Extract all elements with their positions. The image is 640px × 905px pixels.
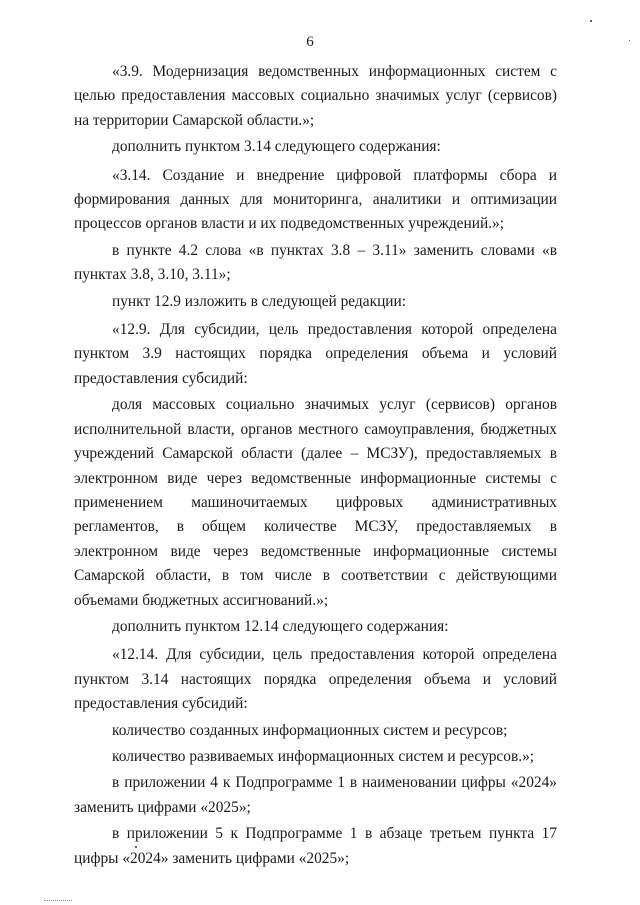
paragraph-3-9: «3.9. Модернизация ведомственных информационных систем с целью предоставления массовых социально значимых услуг (сервисов) на территории Самарской области.»; [74,63,557,129]
paragraph-developed-systems: количество развиваемых информационных систем и ресурсов.»; [112,747,535,765]
scan-speck [135,846,137,848]
paragraph-12-9: «12.9. Для субсидии, цель предоставления которой определена пунктом 3.9 настоящих порядка определения объема и условий предоставления субсидий: [74,321,557,387]
scan-speck [590,20,592,22]
page-number: 6 [306,34,314,50]
scan-speck [629,40,630,41]
paragraph-3-14: «3.14. Создание и внедрение цифровой платформы сбора и формирования данных для мониторинга, аналитики и оптимизации процессов органов власти и их подведомственных учреждений.»; [74,166,557,233]
paragraph-12-14: «12.14. Для субсидии, цель предоставления которой определена пунктом 3.14 настоящих порядка определения объема и условий предоставления субсидий: [74,646,557,713]
paragraph-add-3-14: дополнить пунктом 3.14 следующего содержания: [112,138,441,156]
paragraph-appendix-4: в приложении 4 к Подпрограмме 1 в наименовании цифры «2024» заменить цифрами «2025»; [74,774,557,816]
paragraph-12-9-intro: пункт 12.9 изложить в следующей редакции: [112,292,407,310]
paragraph-add-12-14: дополнить пунктом 12.14 следующего содержания: [112,617,449,635]
paragraph-4-2: в пункте 4.2 слова «в пунктах 3.8 – 3.11» заменить словами «в пунктах 3.8, 3.10, 3.11»; [74,241,557,284]
document-body [74,60,557,873]
scan-edge-mark [44,900,72,902]
paragraph-appendix-5: в приложении 5 к Подпрограмме 1 в абзаце третьем пункта 17 цифры «2024» заменить цифрами «2025»; [74,825,557,867]
paragraph-created-systems: количество созданных информационных систем и ресурсов; [112,721,508,739]
paragraph-share-mszu: доля массовых социально значимых услуг (сервисов) органов исполнительной власти, органов местного самоуправления, бюджетных учреждений Самарской области (далее – МСЗУ), предоставляемых в электронном виде через ведомственные информационные системы с применением машиночитаемых цифровых административных регламентов, в общем количестве МСЗУ, предоставляемых в электронном виде через ведомственные информационные системы Самарской области, в том числе в соответствии с действующими объемами бюджетных ассигнований.»; [74,396,557,609]
